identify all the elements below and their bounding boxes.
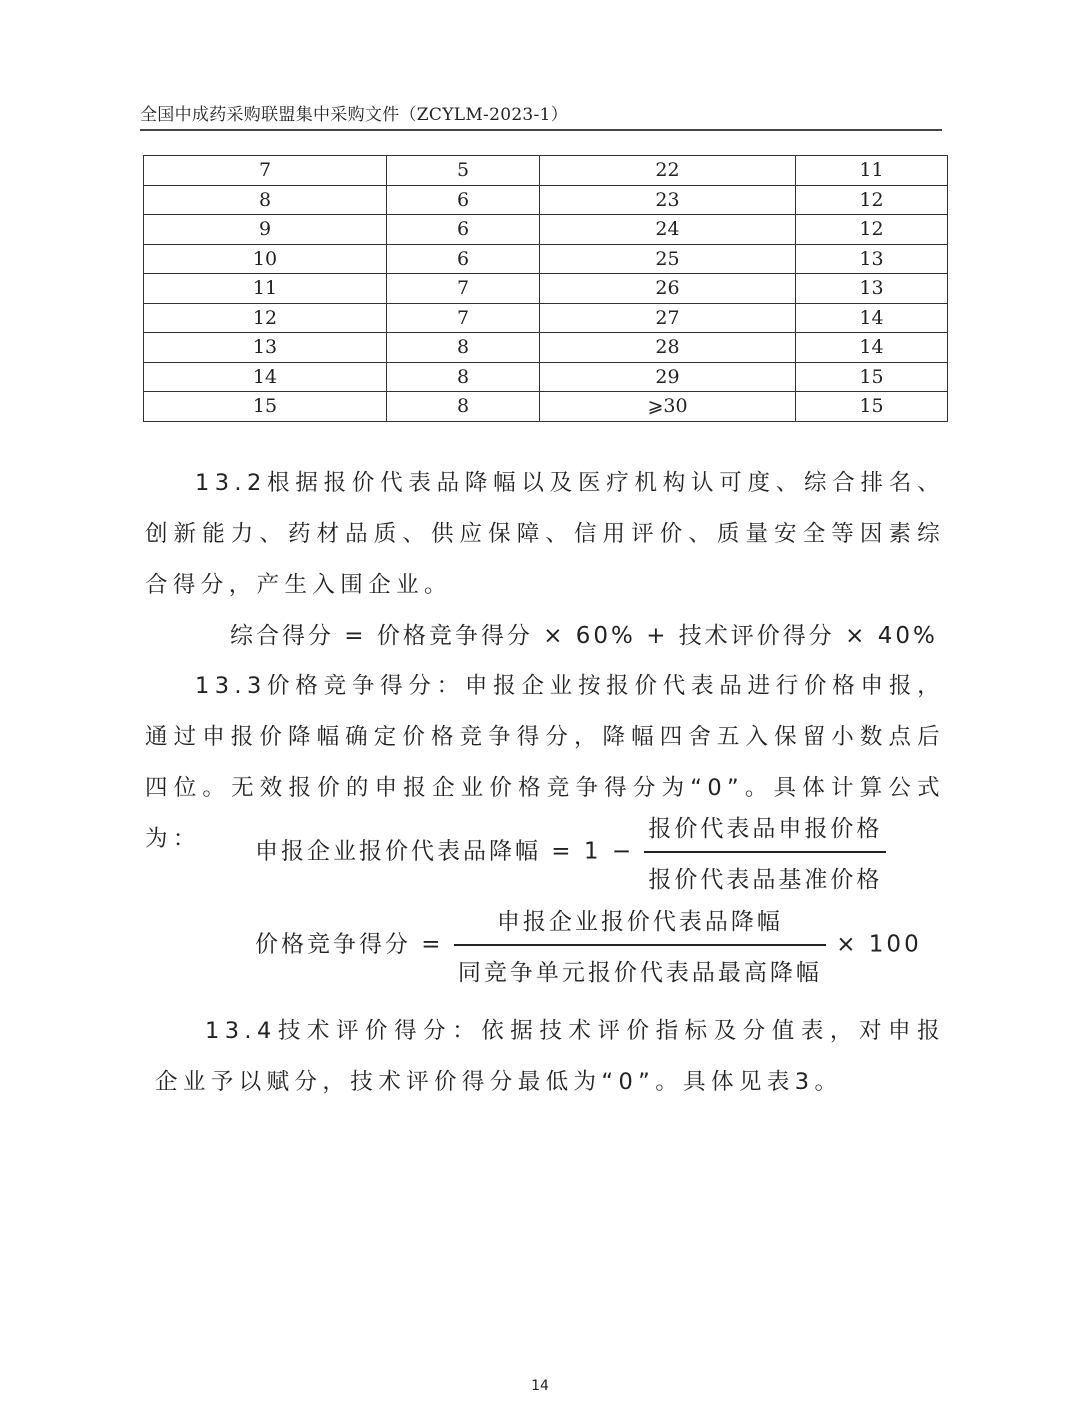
table-cell: 8	[387, 333, 540, 363]
table-cell: 24	[540, 215, 796, 245]
table-cell: 11	[144, 274, 387, 304]
fraction-denominator: 报价代表品基准价格	[644, 851, 886, 894]
table-cell: 7	[144, 156, 387, 186]
table-cell: 6	[387, 185, 540, 215]
document-header-title: 全国中成药采购联盟集中采购文件（ZCYLM-2023-1）	[140, 105, 569, 125]
table-cell: 9	[144, 215, 387, 245]
table-row	[144, 303, 948, 333]
section-13-2-paragraph: 13.2根据报价代表品降幅以及医疗机构认可度、综合排名、创新能力、药材品质、供应保障、信用评价、质量安全等因素综合得分，产生入围企业。	[145, 470, 945, 598]
table-cell: 6	[387, 244, 540, 274]
fraction-numerator: 报价代表品申报价格	[648, 816, 883, 842]
table-cell: 22	[540, 156, 796, 186]
decline-formula	[255, 810, 886, 894]
decline-formula-lhs: 申报企业报价代表品降幅 = 1 −	[255, 838, 635, 865]
table-cell: 7	[387, 303, 540, 333]
price-score-formula-lhs: 价格竞争得分 =	[255, 931, 444, 958]
section-13-4-paragraph: 13.4技术评价得分：依据技术评价指标及分值表，对申报企业予以赋分，技术评价得分最低为“0”。具体见表3。	[155, 1018, 945, 1095]
decline-fraction	[644, 810, 886, 894]
composite-score-formula: 综合得分 = 价格竞争得分 × 60% + 技术评价得分 × 40%	[230, 623, 938, 649]
table-row	[144, 362, 948, 392]
price-score-fraction	[454, 903, 826, 987]
header-divider	[140, 129, 942, 131]
table-cell: 29	[540, 362, 796, 392]
table-cell: 13	[796, 274, 948, 304]
table-cell: 26	[540, 274, 796, 304]
table-row	[144, 244, 948, 274]
table-cell: 15	[796, 362, 948, 392]
table-cell: 23	[540, 185, 796, 215]
section-13-3-paragraph: 13.3价格竞争得分：申报企业按报价代表品进行价格申报，通过申报价降幅确定价格竞争得分，降幅四舍五入保留小数点后四位。无效报价的申报企业价格竞争得分为“0”。具体计算公式为：	[145, 673, 945, 852]
table-row	[144, 333, 948, 363]
table-row	[144, 215, 948, 245]
table-cell: ⩾30	[540, 392, 796, 422]
table-cell: 14	[796, 333, 948, 363]
table-cell: 8	[144, 185, 387, 215]
fraction-denominator: 同竞争单元报价代表品最高降幅	[454, 944, 826, 987]
table-cell: 15	[796, 392, 948, 422]
table-cell: 14	[144, 362, 387, 392]
table-cell: 15	[144, 392, 387, 422]
table-row	[144, 185, 948, 215]
score-table	[143, 155, 948, 422]
table-cell: 12	[796, 185, 948, 215]
table-cell: 7	[387, 274, 540, 304]
table-cell: 13	[144, 333, 387, 363]
table-cell: 5	[387, 156, 540, 186]
fraction-numerator: 申报企业报价代表品降幅	[496, 909, 783, 935]
table-cell: 27	[540, 303, 796, 333]
page-number: 14	[531, 1378, 549, 1394]
table-cell: 11	[796, 156, 948, 186]
table-cell: 8	[387, 362, 540, 392]
table-cell: 12	[144, 303, 387, 333]
price-score-formula-rhs: × 100	[836, 931, 922, 958]
table-cell: 28	[540, 333, 796, 363]
price-score-formula	[255, 903, 922, 987]
table-cell: 8	[387, 392, 540, 422]
table-row	[144, 274, 948, 304]
table-row	[144, 156, 948, 186]
table-row	[144, 392, 948, 422]
table-cell: 6	[387, 215, 540, 245]
table-cell: 25	[540, 244, 796, 274]
table-cell: 10	[144, 244, 387, 274]
table-cell: 12	[796, 215, 948, 245]
table-cell: 13	[796, 244, 948, 274]
table-cell: 14	[796, 303, 948, 333]
